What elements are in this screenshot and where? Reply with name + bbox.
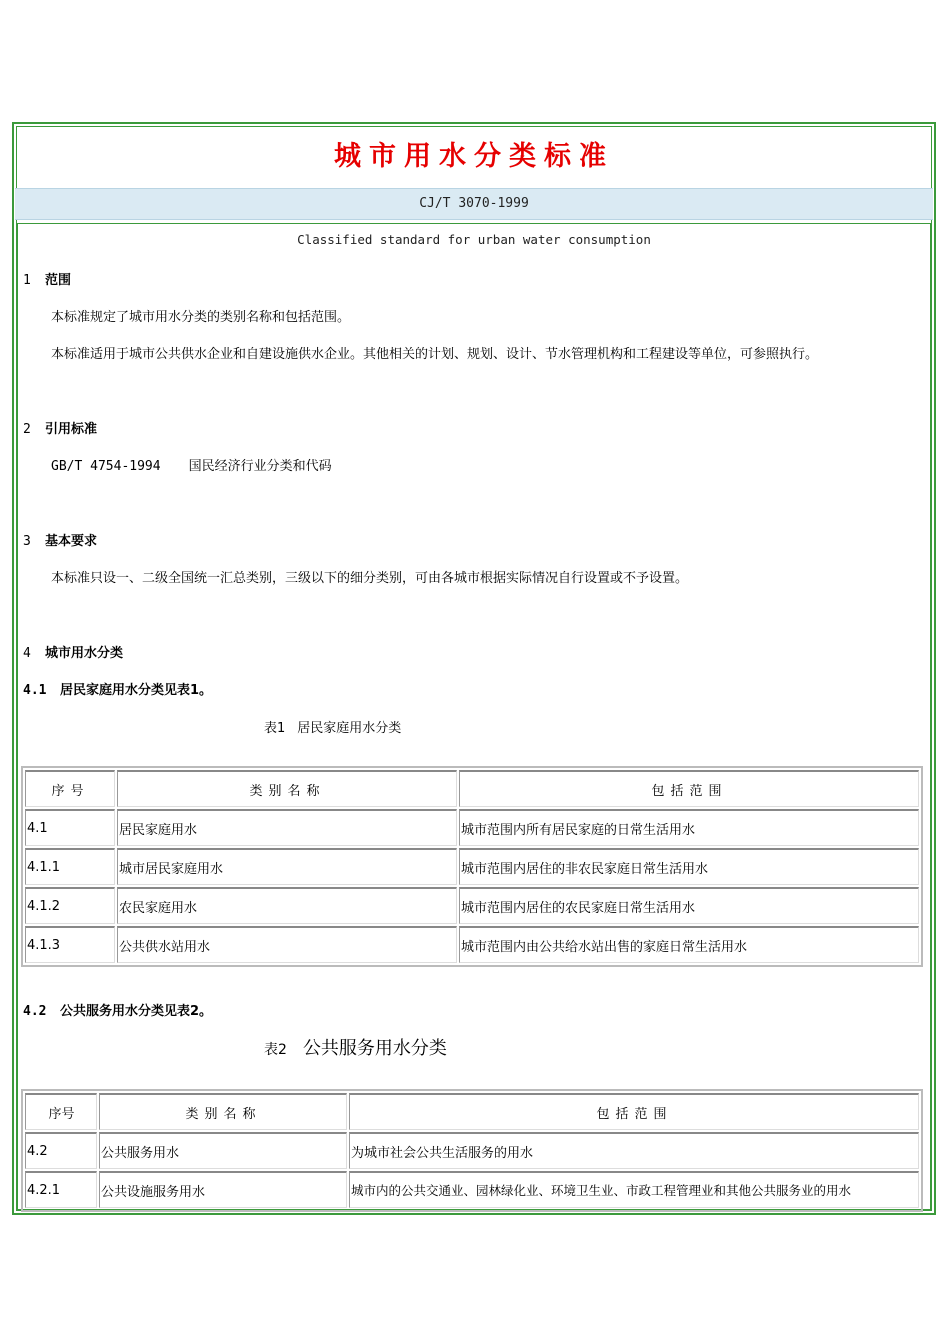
standard-code: CJ/T 3070-1999	[15, 188, 933, 220]
header-cell: 包括范围	[349, 1093, 919, 1130]
cell-scope: 为城市社会公共生活服务的用水	[349, 1132, 919, 1169]
reference-line	[51, 455, 332, 474]
subsection-4-1-heading	[23, 679, 212, 698]
section-number: 4	[23, 646, 31, 661]
section-title: 范围	[45, 273, 72, 288]
caption-label: 表2	[264, 1042, 287, 1058]
cell-category: 城市居民家庭用水	[117, 848, 457, 885]
table-row	[25, 887, 919, 924]
cell-number: 4.2.1	[25, 1171, 97, 1208]
section-4-heading	[23, 642, 123, 661]
cell-number: 4.1.2	[25, 887, 115, 924]
header-cell: 类别名称	[99, 1093, 347, 1130]
cell-number: 4.1.1	[25, 848, 115, 885]
reference-code: GB/T 4754-1994	[51, 459, 161, 474]
section-number: 3	[23, 534, 31, 549]
document-title: 城市用水分类标准	[334, 141, 614, 172]
english-title: Classified standard for urban water consumption	[297, 232, 651, 247]
cell-category: 公共设施服务用水	[99, 1171, 347, 1208]
subsection-number: 4.2	[23, 1004, 47, 1019]
table-row	[25, 926, 919, 963]
section-1-heading	[23, 269, 71, 288]
document-frame	[12, 122, 936, 1215]
cell-category: 公共服务用水	[99, 1132, 347, 1169]
section-2-heading	[23, 418, 97, 437]
cell-scope: 城市范围内居住的非农民家庭日常生活用水	[459, 848, 919, 885]
cell-number: 4.1.3	[25, 926, 115, 963]
cell-scope: 城市范围内由公共给水站出售的家庭日常生活用水	[459, 926, 919, 963]
cell-category: 居民家庭用水	[117, 809, 457, 846]
table-2-caption	[264, 1034, 447, 1060]
paragraph: 本标准只设一、二级全国统一汇总类别，三级以下的细分类别，可由各城市根据实际情况自行设置或不予设置。	[51, 571, 689, 586]
section-title: 城市用水分类	[45, 646, 124, 661]
table-row	[25, 809, 919, 846]
header-cell: 类别名称	[117, 770, 457, 807]
table-header-row	[25, 1093, 919, 1130]
table-1	[21, 766, 923, 967]
reference-name: 国民经济行业分类和代码	[188, 459, 332, 474]
table-row	[25, 848, 919, 885]
section-number: 1	[23, 273, 31, 288]
cell-number: 4.2	[25, 1132, 97, 1169]
table-2	[21, 1089, 923, 1212]
cell-scope: 城市范围内所有居民家庭的日常生活用水	[459, 809, 919, 846]
section-title: 基本要求	[45, 534, 98, 549]
cell-scope: 城市范围内居住的农民家庭日常生活用水	[459, 887, 919, 924]
table-row	[25, 1132, 919, 1169]
section-number: 2	[23, 422, 31, 437]
document-body	[17, 223, 931, 1210]
cell-category: 公共供水站用水	[117, 926, 457, 963]
subsection-4-2-heading	[23, 1000, 212, 1019]
header-cell: 包括范围	[459, 770, 919, 807]
subsection-title: 公共服务用水分类见表2。	[60, 1004, 213, 1019]
table-1-caption	[264, 717, 401, 736]
cell-category: 农民家庭用水	[117, 887, 457, 924]
section-title: 引用标准	[45, 422, 98, 437]
paragraph: 本标准适用于城市公共供水企业和自建设施供水企业。其他相关的计划、规划、设计、节水管理机构和工程建设等单位，可参照执行。	[51, 347, 819, 362]
cell-scope: 城市内的公共交通业、园林绿化业、环境卫生业、市政工程管理业和其他公共服务业的用水	[349, 1171, 919, 1208]
cell-number: 4.1	[25, 809, 115, 846]
table-header-row	[25, 770, 919, 807]
caption-title: 居民家庭用水分类	[297, 721, 402, 736]
section-3-heading	[23, 530, 97, 549]
paragraph: 本标准规定了城市用水分类的类别名称和包括范围。	[51, 310, 351, 325]
subsection-number: 4.1	[23, 683, 47, 698]
header-cell: 序号	[25, 1093, 97, 1130]
header-cell: 序号	[25, 770, 115, 807]
subsection-title: 居民家庭用水分类见表1。	[60, 683, 213, 698]
caption-title: 公共服务用水分类	[302, 1038, 447, 1059]
caption-label: 表1	[264, 721, 286, 736]
table-row	[25, 1171, 919, 1208]
